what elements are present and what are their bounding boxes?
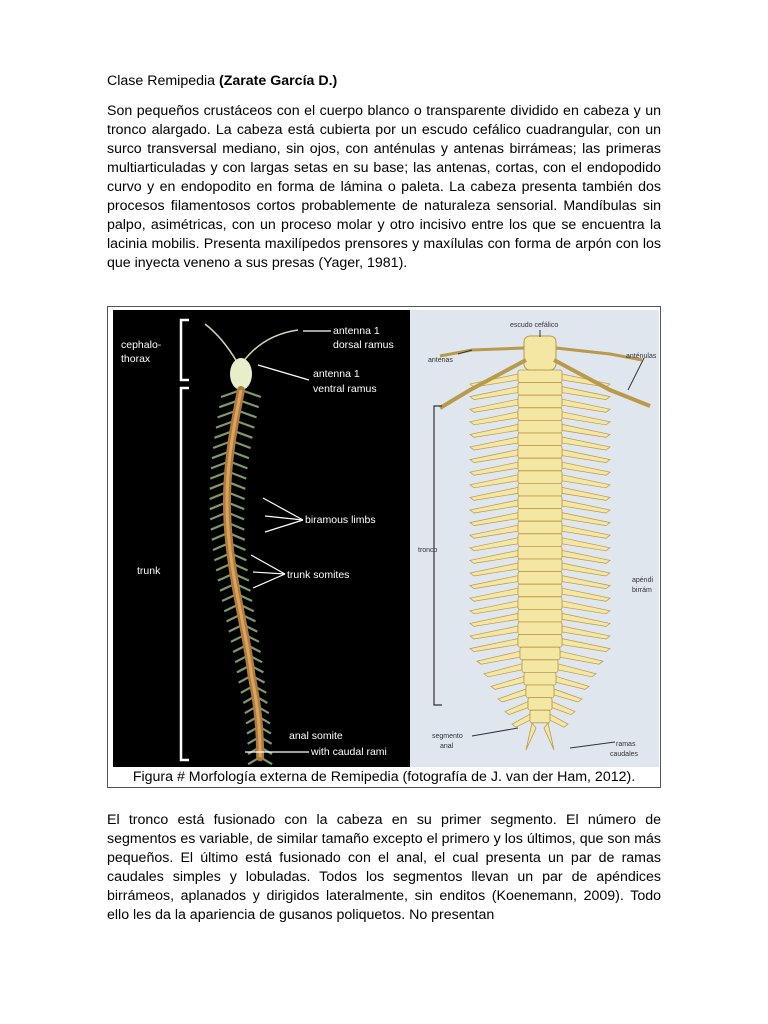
label-antenna1-ventral-2: ventral ramus: [313, 383, 377, 395]
remipede-photo-illustration: [113, 310, 410, 767]
label-biramous-limbs: biramous limbs: [305, 514, 376, 526]
label-ramas-2: caudales: [610, 751, 639, 758]
label-antenna1-dorsal-2: dorsal ramus: [333, 339, 394, 351]
label-apendices-2: birrám: [632, 587, 652, 594]
svg-text:antenna 1: [333, 325, 380, 337]
label-anal-somite-1: anal somite: [289, 730, 343, 742]
label-ramas-1: ramas: [616, 741, 636, 748]
svg-text:thorax: [121, 353, 151, 365]
label-trunk-somites: trunk somites: [287, 569, 350, 581]
remipede-drawing: [410, 310, 659, 767]
svg-text:antenna 1: [313, 368, 360, 380]
label-antenna1-dorsal-1: antenna 1: [333, 325, 380, 337]
label-antenas: antenas: [428, 357, 453, 364]
figure-caption: Figura # Morfología externa de Remipedia (fotografía de J. van der Ham, 2012).: [132, 769, 636, 785]
svg-text:ventral ramus: [313, 383, 377, 395]
paragraph-intro: Son pequeños crustáceos con el cuerpo blanco o transparente dividido en cabeza y un tronco alargado. La cabeza está cubierta por un escudo cefálico cuadrangular, con un surco transversal mediano, sin ojos, con anténulas y antenas birrámeas; las primeras multiarticuladas y con largas setas en su base; las antenas, cortas, con el endopodido curvo y en endopodito en forma de lámina o paleta. La cabeza presenta también dos procesos filamentosos cortos probablemente de naturaleza sensorial. Mandíbulas sin palpo, asimétricas, con un proceso molar y otro incisivo entre los que se encuentra la lacinia mobilis. Presenta maxilípedos prensores y maxílulas con forma de arpón con los que inyecta veneno a sus presas (Yager, 1981).: [107, 103, 661, 271]
svg-text:caudales: [610, 751, 639, 758]
paragraph-trunk: El tronco está fusionado con la cabeza en su primer segmento. El número de segmentos es variable, de similar tamaño excepto el primero y los últimos, que son más pequeños. El último está fusionado con el anal, el cual presenta un par de ramas caudales simples y lobuladas. Todos los segmentos llevan un par de apéndices birrámeos, aplanados y dirigidos lateralmente, sin enditos (Koenemann, 2009). Todo ello les da la apariencia de gusanos poliquetos. No presentan: [107, 812, 661, 923]
label-antenulas: anténulas: [626, 353, 657, 360]
svg-text:segmento: [432, 733, 463, 740]
label-segmento-1: segmento: [432, 733, 463, 740]
svg-text:anal somite: [289, 730, 343, 742]
heading-title: Clase Remipedia: [107, 73, 219, 89]
svg-text:antenas: [428, 357, 453, 364]
figure-remipedia: [107, 306, 661, 788]
svg-text:escudo cefálico: [510, 322, 558, 329]
section-heading: [107, 72, 337, 91]
label-trunk: trunk: [137, 565, 161, 577]
svg-text:trunk: [137, 565, 161, 577]
svg-text:cephalo-: [121, 339, 162, 351]
svg-text:trunk somites: [287, 569, 349, 581]
svg-text:with caudal rami: [310, 746, 387, 758]
svg-text:biramous limbs: [305, 514, 376, 526]
label-segmento-2: anal: [440, 743, 454, 750]
svg-text:apéndi: [632, 577, 653, 584]
label-tronco: tronco: [418, 547, 438, 554]
label-cephalothorax-1: cephalo-: [121, 339, 162, 351]
svg-text:ramas: [616, 741, 636, 748]
remipede-drawing-illustration: [410, 310, 659, 767]
label-cephalothorax-2: thorax: [121, 353, 151, 365]
label-antenna1-ventral-1: antenna 1: [313, 368, 360, 380]
remipede-photo: [113, 310, 410, 767]
label-anal-somite-2: with caudal rami: [311, 746, 387, 758]
svg-text:tronco: [418, 547, 438, 554]
label-escudo: escudo cefálico: [510, 322, 559, 329]
heading-author: (Zarate García D.): [218, 73, 338, 89]
label-apendices-1: apéndi: [632, 577, 654, 584]
svg-text:anténulas: [626, 353, 657, 360]
svg-text:birrám: [632, 587, 652, 594]
svg-text:anal: [440, 743, 454, 750]
svg-text:dorsal ramus: [333, 339, 394, 351]
